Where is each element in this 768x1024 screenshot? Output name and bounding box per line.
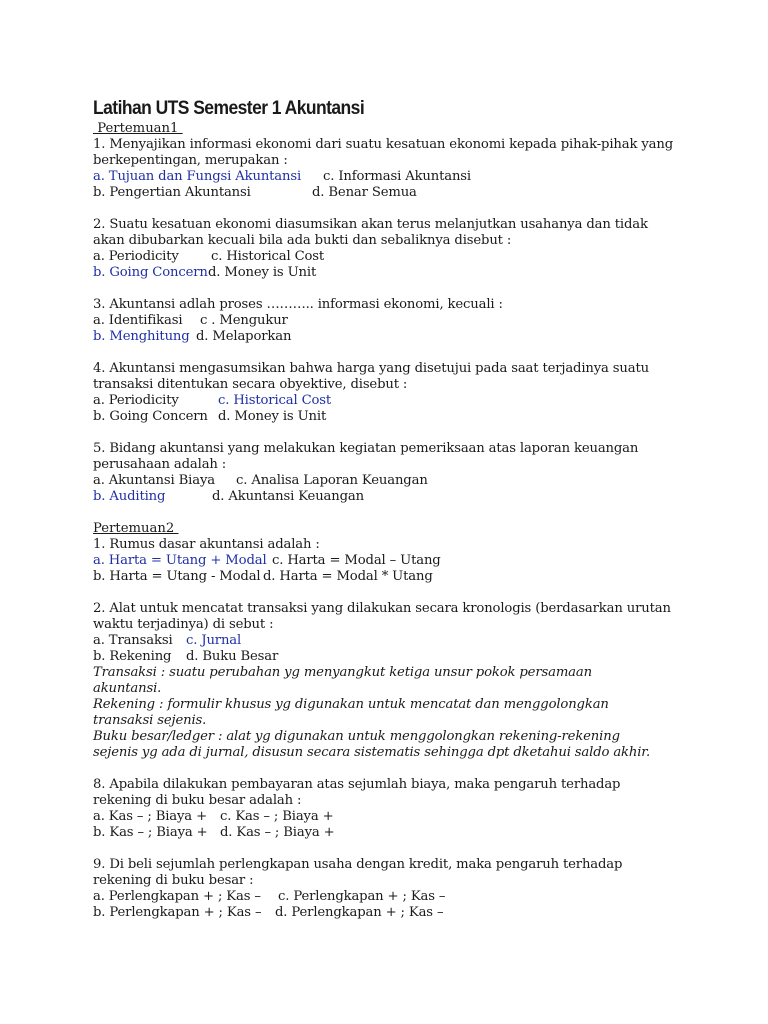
question-block: [93, 297, 693, 345]
answer-options-row: [93, 473, 693, 489]
explanation-note: akuntansi.: [93, 681, 162, 696]
option-c-answer: c. Historical Cost: [218, 393, 332, 408]
option-a-answer: a. Harta = Utang + Modal: [93, 553, 267, 568]
option-c: c. Kas – ; Biaya +: [220, 809, 334, 824]
option-a: a. Perlengkapan + ; Kas –: [93, 889, 261, 904]
option-d: d. Melaporkan: [196, 329, 292, 344]
question-text: 1. Menyajikan informasi ekonomi dari suatu kesatuan ekonomi kepada pihak-pihak yang: [93, 137, 673, 152]
explanation-note: Rekening : formulir khusus yg digunakan untuk mencatat dan menggolongkan: [93, 697, 609, 712]
question-text: rekening di buku besar adalah :: [93, 793, 302, 808]
answer-options-row: [93, 185, 693, 201]
answer-options-row: [93, 313, 693, 329]
question-block: [93, 441, 693, 505]
option-a: a. Periodicity: [93, 393, 179, 408]
section-heading-meeting-1: Pertemuan1: [93, 121, 183, 136]
question-text: 3. Akuntansi adlah proses ……….. informasi ekonomi, kecuali :: [93, 297, 503, 312]
option-b-answer: b. Auditing: [93, 489, 166, 504]
option-b: b. Pengertian Akuntansi: [93, 185, 251, 200]
option-c: c. Informasi Akuntansi: [323, 169, 471, 184]
question-block: [93, 777, 693, 841]
option-d: d. Benar Semua: [312, 185, 417, 200]
question-block: [93, 137, 693, 201]
answer-options-row: [93, 649, 693, 665]
option-a: a. Kas – ; Biaya +: [93, 809, 207, 824]
question-text: rekening di buku besar :: [93, 873, 254, 888]
question-text: berkepentingan, merupakan :: [93, 153, 288, 168]
section-heading-meeting-2: Pertemuan2: [93, 521, 179, 536]
question-text: 5. Bidang akuntansi yang melakukan kegiatan pemeriksaan atas laporan keuangan: [93, 441, 639, 456]
option-d: d. Money is Unit: [208, 265, 317, 280]
answer-options-row: [93, 569, 693, 585]
answer-options-row: [93, 409, 693, 425]
option-d: d. Akuntansi Keuangan: [212, 489, 364, 504]
option-a-answer: a. Tujuan dan Fungsi Akuntansi: [93, 169, 302, 184]
question-text: 1. Rumus dasar akuntansi adalah :: [93, 537, 320, 552]
answer-options-row: [93, 889, 693, 905]
answer-options-row: [93, 553, 693, 569]
option-d: d. Kas – ; Biaya +: [220, 825, 335, 840]
question-block: [93, 857, 693, 921]
question-text: 8. Apabila dilakukan pembayaran atas sejumlah biaya, maka pengaruh terhadap: [93, 777, 621, 792]
question-text: 9. Di beli sejumlah perlengkapan usaha dengan kredit, maka pengaruh terhadap: [93, 857, 623, 872]
answer-options-row: [93, 489, 693, 505]
question-text: waktu terjadinya) di sebut :: [93, 617, 274, 632]
option-d: d. Harta = Modal * Utang: [263, 569, 433, 584]
option-c: c. Perlengkapan + ; Kas –: [278, 889, 446, 904]
answer-options-row: [93, 329, 693, 345]
option-b-answer: b. Menghitung: [93, 329, 190, 344]
answer-options-row: [93, 633, 693, 649]
option-d: d. Money is Unit: [218, 409, 327, 424]
answer-options-row: [93, 825, 693, 841]
document-page: [93, 97, 693, 921]
explanation-note: Transaksi : suatu perubahan yg menyangkut ketiga unsur pokok persamaan: [93, 665, 592, 680]
question-text: 2. Suatu kesatuan ekonomi diasumsikan akan terus melanjutkan usahanya dan tidak: [93, 217, 648, 232]
question-block: [93, 217, 693, 281]
option-c: c. Harta = Modal – Utang: [272, 553, 441, 568]
option-b: b. Perlengkapan + ; Kas –: [93, 905, 262, 920]
explanation-note: Buku besar/ledger : alat yg digunakan untuk menggolongkan rekening-rekening: [93, 729, 620, 744]
question-block: [93, 601, 693, 761]
option-a: a. Periodicity: [93, 249, 179, 264]
option-c: c. Historical Cost: [211, 249, 325, 264]
explanation-note: transaksi sejenis.: [93, 713, 207, 728]
answer-options-row: [93, 169, 693, 185]
option-d: d. Perlengkapan + ; Kas –: [275, 905, 444, 920]
option-c: c. Analisa Laporan Keuangan: [236, 473, 428, 488]
document-title: Latihan UTS Semester 1 Akuntansi: [93, 98, 365, 119]
answer-options-row: [93, 249, 693, 265]
option-c-answer: c. Jurnal: [186, 633, 242, 648]
question-block: [93, 537, 693, 585]
option-b: b. Going Concern: [93, 409, 208, 424]
option-b: b. Rekening: [93, 649, 172, 664]
question-text: perusahaan adalah :: [93, 457, 227, 472]
option-a: a. Transaksi: [93, 633, 173, 648]
question-text: transaksi ditentukan secara obyektive, disebut :: [93, 377, 408, 392]
explanation-note: sejenis yg ada di jurnal, disusun secara sistematis sehingga dpt dketahui saldo akhir.: [93, 745, 651, 760]
option-b: b. Harta = Utang - Modal: [93, 569, 261, 584]
option-b-answer: b. Going Concern: [93, 265, 208, 280]
question-text: akan dibubarkan kecuali bila ada bukti dan sebaliknya disebut :: [93, 233, 512, 248]
option-b: b. Kas – ; Biaya +: [93, 825, 208, 840]
answer-options-row: [93, 393, 693, 409]
answer-options-row: [93, 809, 693, 825]
question-text: 2. Alat untuk mencatat transaksi yang dilakukan secara kronologis (berdasarkan urutan: [93, 601, 671, 616]
option-c: c . Mengukur: [200, 313, 288, 328]
answer-options-row: [93, 265, 693, 281]
option-a: a. Akuntansi Biaya: [93, 473, 215, 488]
answer-options-row: [93, 905, 693, 921]
option-d: d. Buku Besar: [186, 649, 279, 664]
question-text: 4. Akuntansi mengasumsikan bahwa harga yang disetujui pada saat terjadinya suatu: [93, 361, 649, 376]
option-a: a. Identifikasi: [93, 313, 183, 328]
question-block: [93, 361, 693, 425]
